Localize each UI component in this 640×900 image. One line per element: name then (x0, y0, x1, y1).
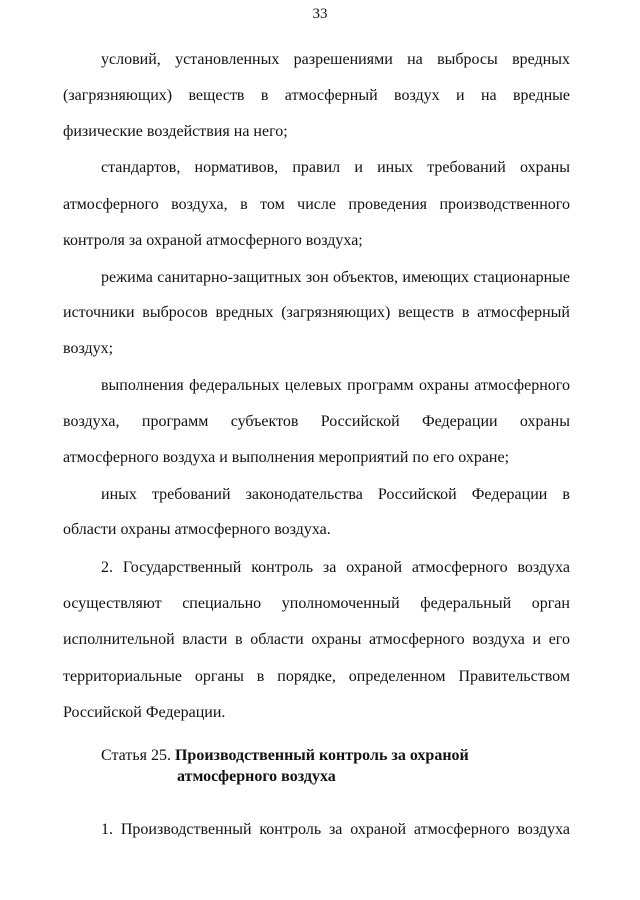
word: воздух (394, 87, 440, 104)
word: в (461, 304, 470, 321)
word: вредные (513, 87, 570, 104)
word: воздуха, (171, 196, 228, 213)
word: иных (101, 486, 137, 503)
word: в (240, 196, 248, 213)
word: режима (101, 269, 153, 286)
word: объектов, (333, 269, 399, 286)
word: в (260, 87, 269, 104)
word: программ (347, 377, 414, 394)
word: федеральный (420, 595, 512, 612)
text-line: Российской Федерации. (63, 704, 226, 721)
word: целевых (284, 377, 342, 394)
word: Государственный (122, 559, 242, 576)
word: производственного (439, 196, 570, 213)
word: органы (194, 668, 244, 685)
word: вредных (215, 304, 274, 321)
text-line (101, 268, 570, 288)
word: Федерации (471, 486, 548, 503)
word: охраны (418, 377, 469, 394)
word: установленных (175, 51, 280, 68)
word: Производственный (120, 821, 252, 838)
text-line: контроля за охраной атмосферного воздуха; (63, 232, 363, 249)
word: имеющих (402, 269, 470, 286)
word: (загрязняющих) (63, 87, 173, 104)
text-line: физические воздействия на него; (63, 123, 288, 140)
word: вредных (512, 51, 570, 68)
text-line (63, 594, 570, 614)
text-line (63, 303, 570, 323)
word: программ (141, 413, 209, 430)
word: том (260, 196, 285, 213)
word: охраной (350, 821, 407, 838)
word: и (532, 631, 542, 648)
word: власти (182, 631, 228, 648)
article-title-line-2: атмосферного воздуха (177, 768, 336, 785)
text-line: области охраны атмосферного воздуха. (63, 521, 331, 538)
word: зон (305, 269, 329, 286)
word: выбросов (142, 304, 208, 321)
word: федеральных (189, 377, 280, 394)
text-line (101, 158, 570, 178)
word: и (456, 87, 465, 104)
word: охраны (519, 413, 570, 430)
word: Российской (320, 413, 400, 430)
text-line (63, 630, 570, 650)
word: атмосферного (411, 559, 508, 576)
article-heading (101, 746, 469, 766)
page-number: 33 (312, 6, 328, 22)
text-line: атмосферного воздуха и выполнения мероприятий по его охране; (63, 449, 510, 466)
word: на (480, 87, 497, 104)
word: охраны (519, 159, 570, 176)
word: иных (377, 159, 413, 176)
word: осуществляют (63, 595, 162, 612)
word: за (328, 821, 343, 838)
word: Российской (377, 486, 457, 503)
word: в (235, 631, 243, 648)
word: воздуха (472, 631, 525, 648)
word: охраной (346, 559, 402, 576)
word: требований (151, 486, 231, 503)
word: правил (292, 159, 341, 176)
word: в (562, 486, 570, 503)
word: в (256, 668, 265, 685)
word: воздуха, (63, 413, 120, 430)
word: территориальные (63, 668, 182, 685)
text-line (101, 376, 570, 396)
word: стационарные (473, 269, 570, 286)
word: атмосферный (477, 304, 570, 321)
word: уполномоченный (281, 595, 400, 612)
word: контроль (251, 559, 313, 576)
word: 1. (101, 821, 113, 838)
text-line (63, 86, 570, 106)
word: выполнения (101, 377, 184, 394)
word: требований (427, 159, 506, 176)
word: субъектов (230, 413, 299, 430)
word: законодательства (245, 486, 363, 503)
word: охраны (311, 631, 362, 648)
word: разрешениями (293, 51, 393, 68)
word: на (407, 51, 423, 68)
text-line (63, 412, 570, 432)
word: санитарно-защитных (157, 269, 302, 286)
word: Федерации (422, 413, 498, 430)
word: воздуха (517, 559, 570, 576)
word: за (322, 559, 337, 576)
article-label: Статья 25. (101, 747, 171, 764)
article-title-line-1: Производственный контроль за охраной (174, 747, 469, 764)
text-line (63, 667, 570, 687)
word: его (548, 631, 570, 648)
word: нормативов, (194, 159, 279, 176)
word: веществ (398, 304, 455, 321)
text-line (101, 558, 570, 578)
word: исполнительной (63, 631, 175, 648)
text-line: воздух; (63, 340, 114, 357)
word: атмосферного (413, 821, 510, 838)
word: числе (297, 196, 336, 213)
word: орган (531, 595, 570, 612)
word: атмосферного (474, 377, 570, 394)
word: выбросы (437, 51, 498, 68)
word: источники (63, 304, 135, 321)
word: атмосферного (63, 196, 159, 213)
word: 2. (101, 559, 113, 576)
word: специально (182, 595, 262, 612)
word: воздуха (517, 821, 570, 838)
word: атмосферного (368, 631, 465, 648)
word: Правительством (458, 668, 570, 685)
word: определенном (348, 668, 446, 685)
word: области (250, 631, 304, 648)
word: порядке, (277, 668, 336, 685)
word: проведения (348, 196, 428, 213)
word: и (354, 159, 363, 176)
word: контроль (259, 821, 322, 838)
word: условий, (101, 51, 161, 68)
text-line (101, 50, 570, 70)
word: (загрязняющих) (281, 304, 391, 321)
word: атмосферный (284, 87, 378, 104)
word: стандартов, (101, 159, 181, 176)
text-line (101, 820, 570, 840)
text-line (63, 195, 570, 215)
text-line (101, 485, 570, 505)
word: веществ (188, 87, 245, 104)
